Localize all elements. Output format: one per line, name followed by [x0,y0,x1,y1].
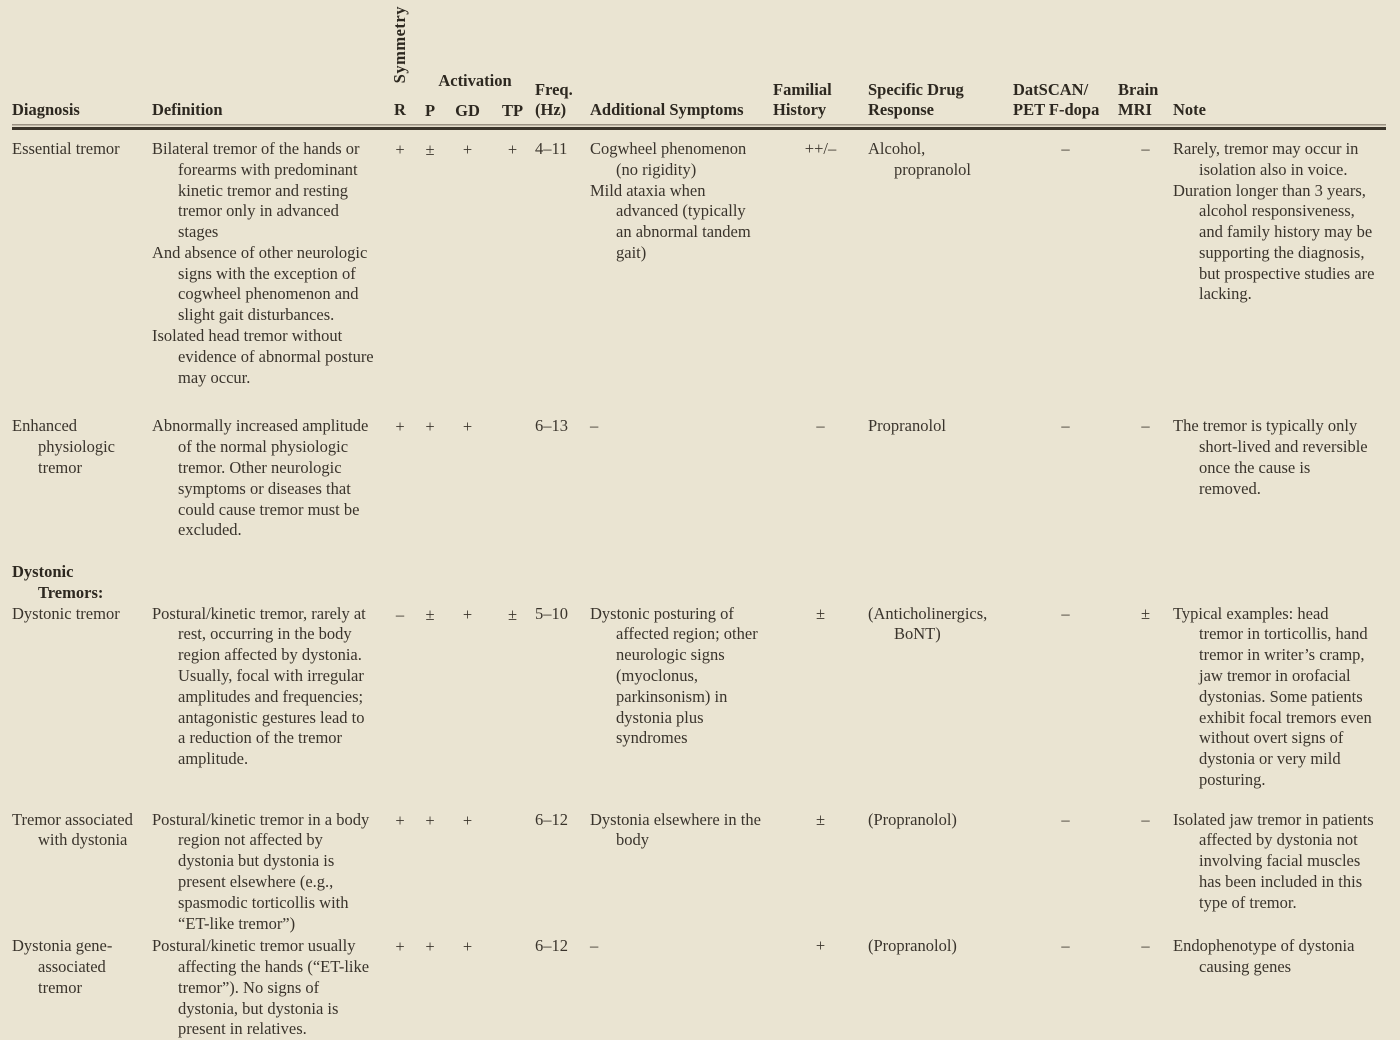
datscan-cell: – [1061,139,1070,158]
activation-gd-cell: + [462,417,473,437]
symptom-paragraph: Dystonic posturing of affected region; other neurologic signs (myoclonus, parkinsonism) in dystonia plus syndromes [590,603,758,748]
drug-paragraph: (Anticholinergics, BoNT) [868,603,988,644]
r-header-label: R [394,100,406,120]
freq-header-line2: (Hz) [535,100,567,120]
definition-paragraph: And absence of other neurologic signs with the exception of cogwheel phenomenon and slight gait disturbances. [152,242,368,325]
definition-paragraph: Bilateral tremor of the hands or forearms with predominant kinetic tremor and resting tremor only in advanced stages [152,139,360,242]
section-header-dystonic-tremors [12,552,1386,604]
table-row-dystonia-gene-associated-tremor [12,934,1386,1040]
familial-history-cell: + [815,936,826,956]
diagnosis-text: Tremor associated with dystonia [12,809,133,850]
symmetry-r-cell: + [395,810,405,830]
drug-paragraph: Alcohol, propranolol [868,139,971,179]
symptom-paragraph: Cogwheel phenomenon (no rigidity) [590,139,747,179]
definition-paragraph: Postural/kinetic tremor in a body region not affected by dystonia but dystonia is present elsewhere (e.g., spasmodic torticollis with “ET-like tremor”) [152,809,370,933]
note-paragraph: Isolated jaw tremor in patients affected by dystonia not involving facial muscles has been included in this type of tremor. [1173,809,1374,912]
brain-header-line1: Brain [1118,79,1159,99]
drug-paragraph: (Propranolol) [868,809,957,829]
activation-p-cell: ± [425,604,435,624]
note-paragraph: Rarely, tremor may occur in isolation also in voice. [1173,139,1359,179]
drug-paragraph: Propranolol [868,416,946,436]
brain-mri-cell: ± [1140,603,1151,623]
activation-tp-cell [490,936,535,937]
definition-paragraph: Postural/kinetic tremor, rarely at rest, occurring in the body region affected by dystonia. Usually, focal with irregular amplitudes and frequencies; antagonistic gestures lead to a reduction of the tremor amplitude. [152,603,366,769]
col-header-note [1173,4,1386,124]
freq-cell: 6–12 [535,936,568,956]
note-paragraph: Typical examples: head tremor in torticollis, hand tremor in writer’s cramp, jaw tremor in orofacial dystonias. Some patients exhibit focal tremors even without overt signs of dystonia or very mild posturing. [1173,603,1372,789]
freq-cell: 6–12 [535,809,568,829]
diagnosis-text: Dystonia gene-associated tremor [12,936,113,997]
datscan-header-line1: DatSCAN/ [1013,79,1089,99]
note-cell [1173,810,1386,914]
activation-p-cell: ± [425,140,435,159]
familial-history-cell: ++/– [804,139,837,158]
drug-header-line2: Response [868,100,935,120]
brain-mri-cell: – [1141,139,1150,158]
drug-response-cell [868,810,1013,831]
symptom-paragraph: – [590,936,599,956]
table-header [12,4,1386,124]
freq-cell: 6–13 [535,416,568,436]
datscan-cell: – [1061,603,1070,623]
activation-gd-cell: + [462,937,473,957]
col-header-symmetry-r [385,4,415,124]
diagnosis-text: Dystonic tremor [12,603,120,623]
familial-header-line1: Familial [773,79,832,99]
col-header-freq [535,4,590,124]
col-header-activation-group [415,4,535,124]
familial-header-line2: History [773,100,827,120]
diagnosis-cell [12,416,152,478]
activation-p-cell: + [425,937,435,957]
additional-symptoms-cell [590,604,773,749]
drug-response-cell [868,139,1013,181]
additional-symptoms-cell [590,810,773,852]
brain-header-line2: MRI [1118,100,1152,120]
note-paragraph: The tremor is typically only short-lived and reversible once the cause is removed. [1173,416,1368,498]
familial-history-cell: ± [815,603,826,623]
drug-header-line1: Specific Drug [868,79,964,99]
diagnosis-cell [12,604,152,625]
activation-gd-cell: + [462,140,473,159]
brain-mri-cell: – [1141,416,1150,436]
col-header-diagnosis [12,4,152,124]
col-header-datscan [1013,4,1118,124]
symptom-paragraph: – [590,416,599,436]
activation-gd-cell: + [462,604,473,624]
brain-mri-cell: – [1141,936,1150,956]
diagnosis-cell [12,810,152,852]
familial-history-cell: ± [815,809,826,829]
drug-paragraph: (Propranolol) [868,936,957,956]
freq-header-line1: Freq. [535,79,573,99]
diagnosis-header-label: Diagnosis [12,100,80,120]
note-cell [1173,936,1386,978]
brain-mri-cell: – [1141,809,1150,829]
freq-cell: 5–10 [535,603,568,623]
definition-paragraph: Postural/kinetic tremor usually affecting the hands (“ET-like tremor”). No signs of dystonia, but dystonia is present in relatives. [152,936,370,1039]
p-header-label: P [424,101,436,120]
datscan-cell: – [1061,416,1070,436]
drug-response-cell [868,936,1013,957]
symptom-paragraph: Mild ataxia when advanced (typically an abnormal tandem gait) [590,180,751,262]
gd-header-label: GD [455,101,480,120]
activation-subheaders [415,101,535,124]
col-header-additional-symptoms [590,4,773,124]
freq-cell: 4–11 [535,139,568,158]
note-cell [1173,604,1386,791]
activation-gd-cell: + [462,810,473,830]
definition-paragraph: Isolated head tremor without evidence of abnormal posture may occur. [152,326,374,387]
col-header-definition [152,4,385,124]
note-cell [1173,416,1386,499]
diagnosis-text: Enhanced physiologic tremor [12,416,115,477]
symmetry-r-cell: – [395,604,405,624]
col-header-drug-response [868,4,1013,124]
additional-symptoms-cell [590,139,773,264]
section-header-label: Dystonic Tremors: [12,562,104,602]
table-row-tremor-associated-with-dystonia [12,810,1386,935]
table-row-enhanced-physiologic-tremor [12,407,1386,541]
activation-tp-cell: ± [507,604,518,624]
familial-history-cell: – [816,416,825,436]
diagnosis-text: Essential tremor [12,139,120,158]
definition-cell [152,604,385,770]
activation-p-cell: + [425,810,435,830]
diagnosis-cell [12,139,152,160]
tp-header-label: TP [501,101,524,120]
datscan-header-line2: PET F-dopa [1013,100,1100,120]
note-header-label: Note [1173,100,1206,120]
note-paragraph: Endophenotype of dystonia causing genes [1173,936,1355,977]
definition-header-label: Definition [152,100,223,120]
datscan-cell: – [1061,936,1070,956]
symmetry-rotated-header: Symmetry [389,6,409,84]
drug-response-cell [868,604,1013,646]
definition-paragraph: Abnormally increased amplitude of the normal physiologic tremor. Other neurologic symptoms or diseases that could cause tremor must be excluded. [152,416,369,540]
note-cell [1173,139,1386,305]
activation-tp-cell [490,416,535,417]
activation-header-label: Activation [438,71,512,90]
definition-cell [152,810,385,935]
symmetry-r-cell: + [395,937,405,957]
definition-cell [152,936,385,1040]
symptom-paragraph: Dystonia elsewhere in the body [590,809,761,850]
col-header-brain-mri [1118,4,1173,124]
note-paragraph: Duration longer than 3 years, alcohol responsiveness, and family history may be supporting the diagnosis, but prospective studies are lacking. [1173,180,1375,304]
activation-p-cell: + [425,417,435,437]
activation-tp-cell: + [507,140,518,159]
diagnosis-cell [12,936,152,998]
drug-response-cell [868,416,1013,437]
additional-symptoms-header-label: Additional Symptoms [590,100,744,120]
additional-symptoms-cell [590,416,773,437]
definition-cell [152,416,385,541]
table-row-dystonic-tremor [12,604,1386,791]
definition-cell [152,139,385,388]
activation-tp-cell [490,810,535,811]
col-header-familial-history [773,4,868,124]
symmetry-r-cell: + [395,417,405,437]
symmetry-r-cell: + [395,140,405,159]
additional-symptoms-cell [590,936,773,957]
datscan-cell: – [1061,809,1070,829]
table-row-essential-tremor [12,130,1386,388]
